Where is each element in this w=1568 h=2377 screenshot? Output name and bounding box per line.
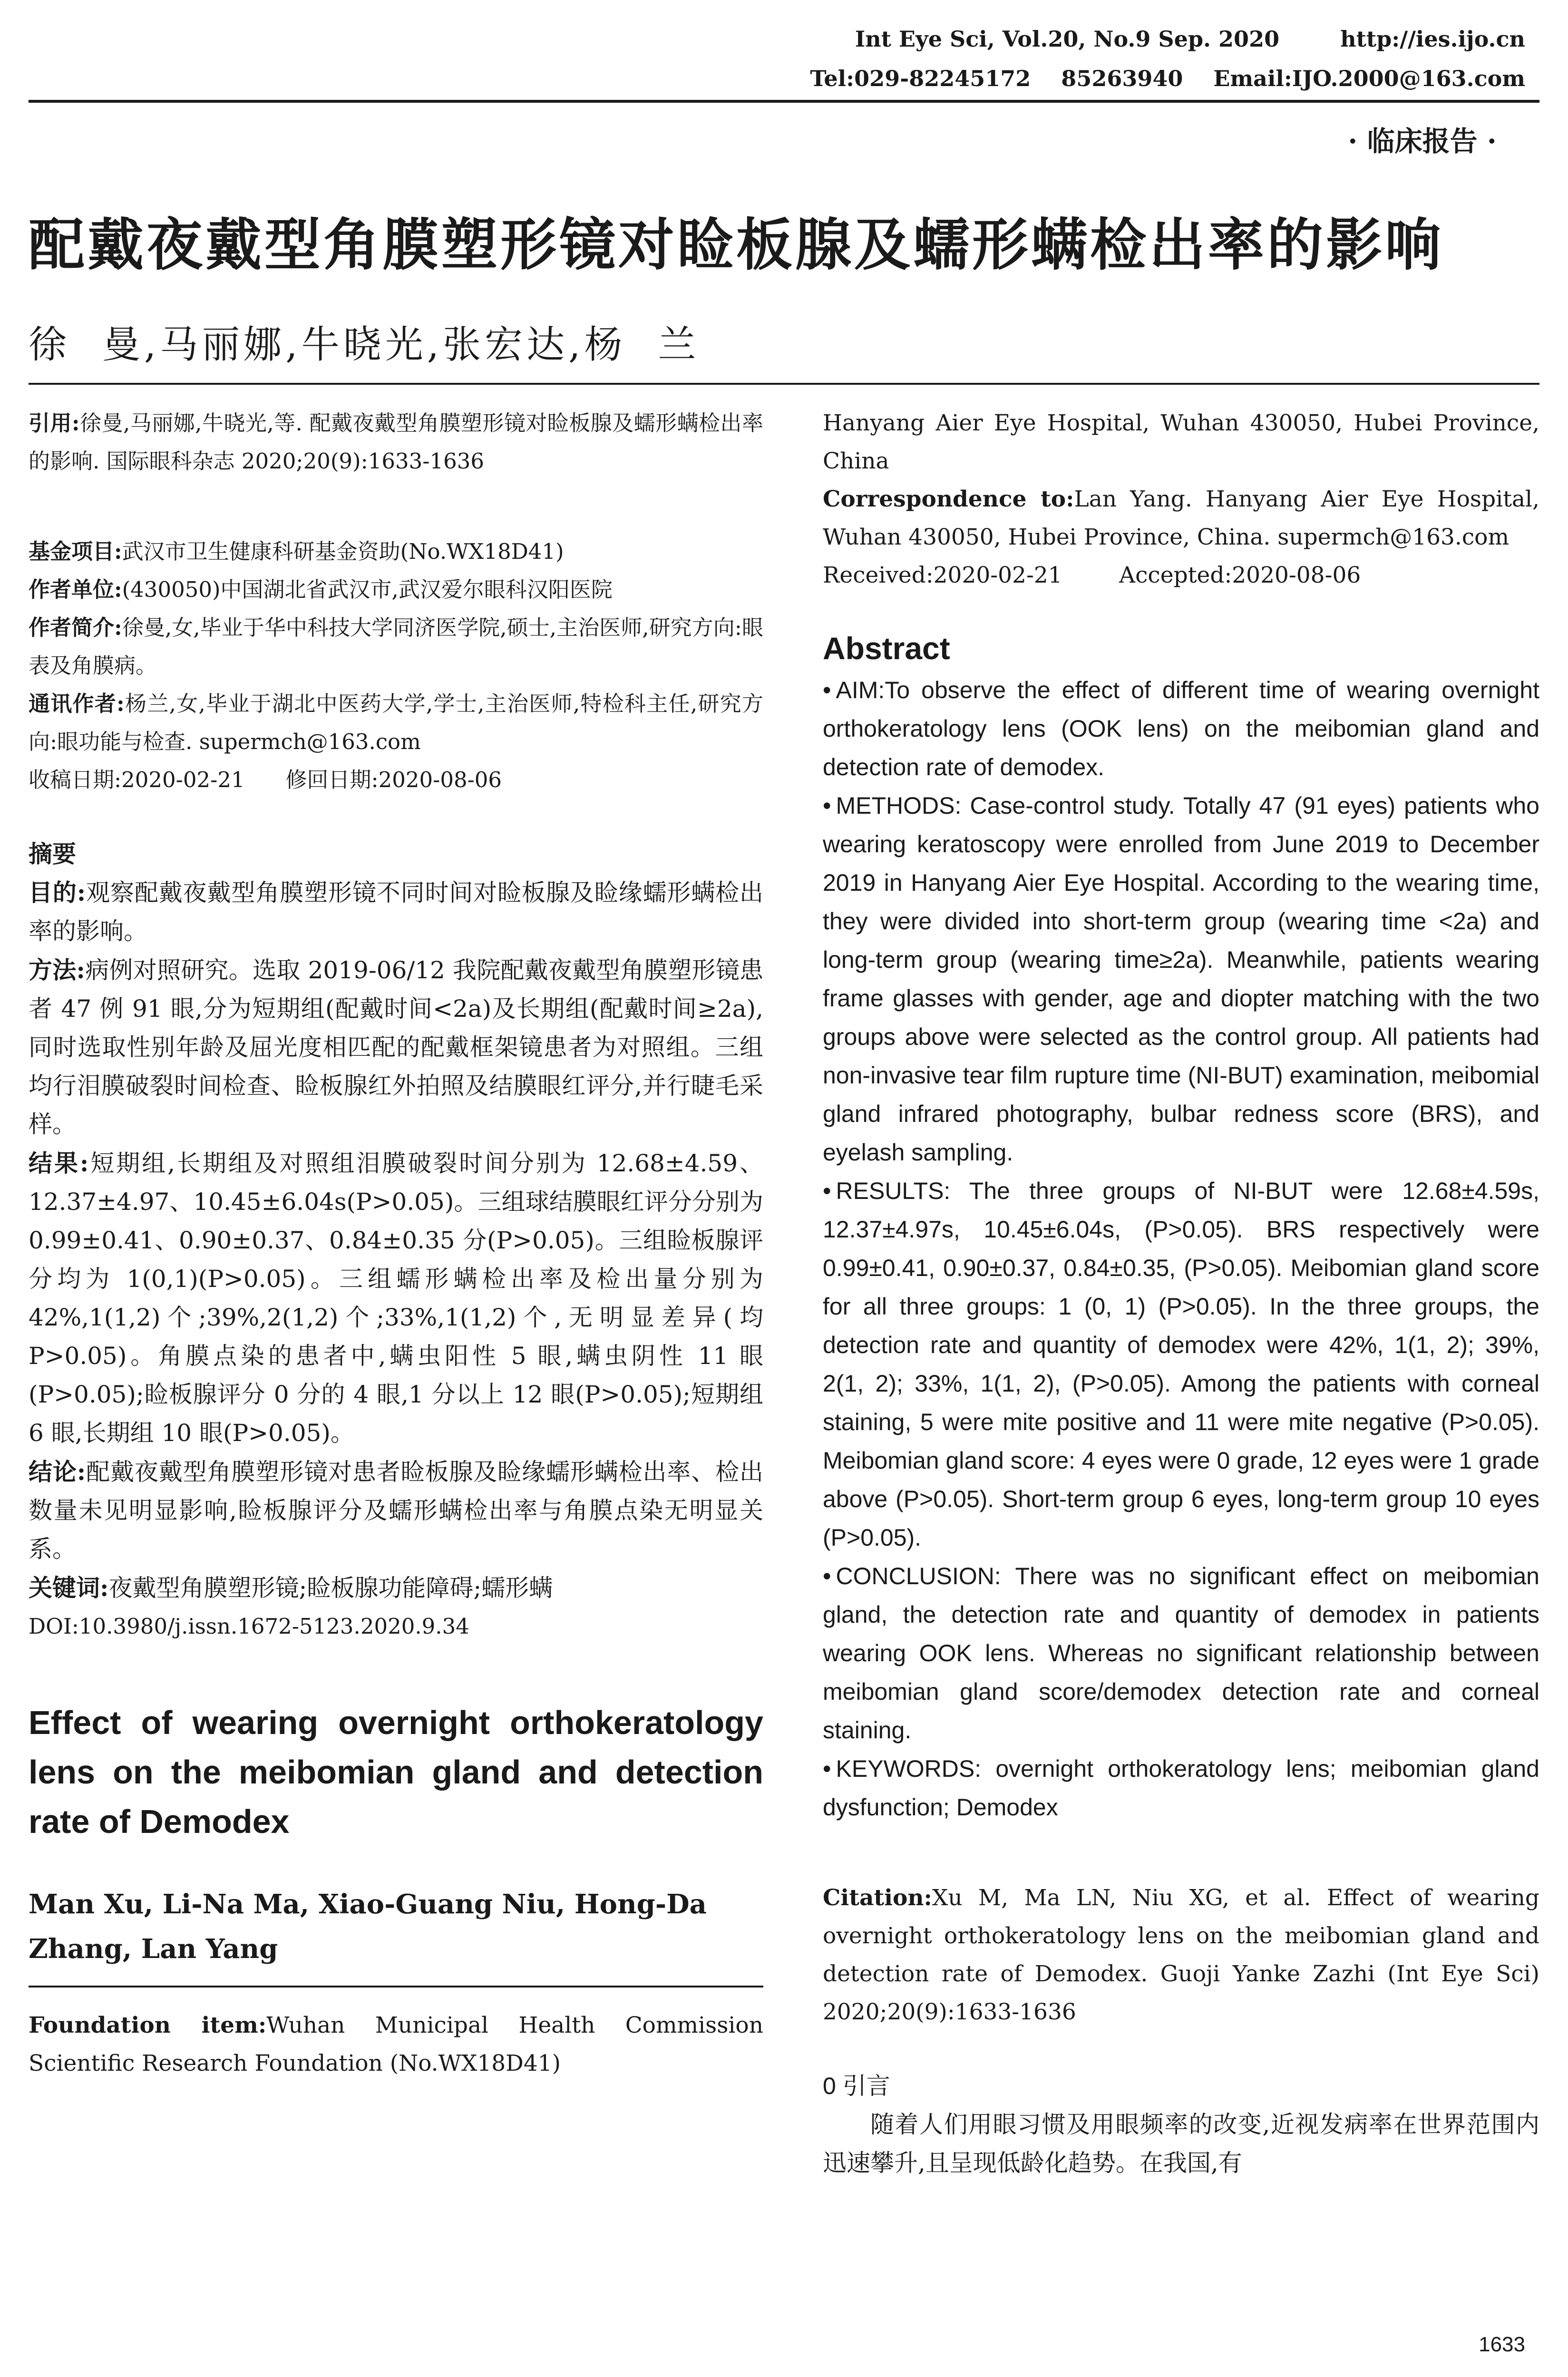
author-bio: 作者简介:徐曼,女,毕业于华中科技大学同济医学院,硕士,主治医师,研究方向:眼表及角膜病。 (29, 615, 763, 678)
journal-header-line2: Tel:029-82245172 85263940 Email:IJO.2000@163.com (810, 66, 1525, 91)
fund-info: 基金项目:武汉市卫生健康科研基金资助(No.WX18D41) (29, 539, 564, 564)
section-label: · 临床报告 · (1348, 125, 1497, 157)
affiliation-en: Hanyang Aier Eye Hospital, Wuhan 430050, Hubei Province, China (823, 410, 1539, 474)
intro-heading: 0 引言 (823, 2073, 890, 2099)
abstract-results: • RESULTS: The three groups of NI-BUT were 12.68±4.59s, 12.37±4.97s, 10.45±6.04s, (P>0.05). BRS respectively were 0.99±0.41, 0.90±0.37, 0.84±0.35, (P>0.05). Meibomian gland score for all three groups: 1 (0, 1) (P>0.05). In the three groups, the detection rate and quantity of demodex were 42%, 1(1, 2); 39%, 2(1, 2); 33%, 1(1, 2), (P>0.05). Among the patients with corneal staining, 5 were mite positive and 11 were mite negative (P>0.05). Meibomian gland score: 4 eyes were 0 grade, 12 eyes were 1 grade above (P>0.05). Short-term group 6 eyes, long-term group 10 eyes (P>0.05). (823, 1172, 1539, 1557)
footnote-rule (29, 1986, 763, 1987)
title-rule (29, 383, 1539, 385)
chinese-citation: 引用:徐曼,马丽娜,牛晓光,等. 配戴夜戴型角膜塑形镜对睑板腺及蠕形螨检出率的影响. 国际眼科杂志 2020;20(9):1633-1636 (29, 410, 763, 474)
intro-text: 随着人们用眼习惯及用眼频率的改变,近视发病率在世界范围内迅速攀升,且呈现低龄化趋势。在我国,有 (823, 2111, 1539, 2177)
abstract-methods: • METHODS: Case-control study. Totally 47 (91 eyes) patients who wearing keratoscopy were enrolled from June 2019 to December 2019 in Hanyang Aier Eye Hospital. According to the wearing time, they were divided into short-term group (wearing time <2a) and long-term group (wearing time≥2a). Meanwhile, patients wearing frame glasses with gender, age and diopter matching with the two groups above were selected as the control group. All patients had non-invasive tear film rupture time (NI-BUT) examination, meibomial gland infrared photography, bulbar redness score (BRS), and eyelash sampling. (823, 787, 1539, 1172)
abstract-conclusion: • CONCLUSION: There was no significant effect on meibomian gland, the detection rate and quantity of demodex in patients wearing OOK lens. Whereas no significant relationship between meibomian gland score/demodex detection rate and corneal staining. (823, 1557, 1539, 1750)
foundation-item: Foundation item:Wuhan Municipal Health Commission Scientific Research Foundation (No.WX18D41) (29, 2012, 763, 2076)
doi: DOI:10.3980/j.issn.1672-5123.2020.9.34 (29, 1614, 469, 1639)
abstract-heading: Abstract (823, 631, 950, 666)
corresponding-author: 通讯作者:杨兰,女,毕业于湖北中医药大学,学士,主治医师,特检科主任,研究方向:眼功能与检查. supermch@163.com (29, 691, 763, 754)
aim-zh: 目的:观察配戴夜戴型角膜塑形镜不同时间对睑板腺及睑缘蠕形螨检出率的影响。 (29, 878, 763, 945)
header-rule (29, 100, 1539, 103)
results-zh: 结果:短期组,长期组及对照组泪膜破裂时间分别为 12.68±4.59、12.37±4.97、10.45±6.04s(P>0.05)。三组球结膜眼红评分分别为 0.99±0.41、0.90±0.37、0.84±0.35 分(P>0.05)。三组睑板腺评分均为 1(0,1)(P>0.05)。三组蠕形螨检出率及检出量分别为 42%,1(1,2)个;39%,2(1,2)个;33%,1(1,2)个,无明显差异(均 P>0.05)。角膜点染的患者中,螨虫阳性 5 眼,螨虫阴性 11 眼(P>0.05);睑板腺评分 0 分的 4 眼,1 分以上 12 眼(P>0.05);短期组 6 眼,长期组 10 眼(P>0.05)。 (29, 1149, 763, 1447)
abstract-aim: • AIM:To observe the effect of different time of wearing overnight orthokeratology lens (OOK lens) on the meibomian gland and detection rate of demodex. (823, 671, 1539, 787)
methods-zh: 方法:病例对照研究。选取 2019-06/12 我院配戴夜戴型角膜塑形镜患者 47 例 91 眼,分为短期组(配戴时间<2a)及长期组(配戴时间≥2a),同时选取性别年龄及屈光度相匹配的配戴框架镜患者为对照组。三组均行泪膜破裂时间检查、睑板腺红外拍照及结膜眼红评分,并行睫毛采样。 (29, 956, 763, 1138)
author-list: 徐 曼,马丽娜,牛晓光,张宏达,杨 兰 (29, 322, 700, 367)
keywords-zh: 关键词:夜戴型角膜塑形镜;睑板腺功能障碍;蠕形螨 (29, 1574, 553, 1602)
correspondence-en: Correspondence to:Lan Yang. Hanyang Aier Eye Hospital, Wuhan 430050, Hubei Province, China. supermch@163.com (823, 486, 1539, 550)
author-unit: 作者单位:(430050)中国湖北省武汉市,武汉爱尔眼科汉阳医院 (29, 577, 613, 602)
english-authors: Man Xu, Li-Na Ma, Xiao-Guang Niu, Hong-Da Zhang, Lan Yang (29, 1889, 707, 1965)
dates-en: Received:2020-02-21 Accepted:2020-08-06 (823, 562, 1361, 588)
citation-en: Citation:Xu M, Ma LN, Niu XG, et al. Effect of wearing overnight orthokeratology lens on the meibomian gland and detection rate of Demodex. Guoji Yanke Zazhi (Int Eye Sci) 2020;20(9):1633-1636 (823, 1885, 1539, 2025)
page-number: 1633 (1479, 2333, 1525, 2356)
abstract-label-zh: 摘要 (29, 840, 76, 868)
right-column (823, 404, 1539, 2182)
conclusion-zh: 结论:配戴夜戴型角膜塑形镜对患者睑板腺及睑缘蠕形螨检出率、检出数量未见明显影响,睑板腺评分及蠕形螨检出率与角膜点染无明显关系。 (29, 1458, 763, 1563)
journal-header-line1: Int Eye Sci, Vol.20, No.9 Sep. 2020 http://ies.ijo.cn (855, 26, 1525, 52)
received-dates: 收稿日期:2020-02-21 修回日期:2020-08-06 (29, 767, 502, 792)
left-column (29, 404, 763, 2083)
abstract-keywords: • KEYWORDS: overnight orthokeratology lens; meibomian gland dysfunction; Demodex (823, 1750, 1539, 1827)
english-title: Effect of wearing overnight orthokeratology lens on the meibomian gland and detection rate of Demodex (29, 1704, 763, 1840)
article-title: 配戴夜戴型角膜塑形镜对睑板腺及蠕形螨检出率的影响 (29, 212, 1444, 278)
